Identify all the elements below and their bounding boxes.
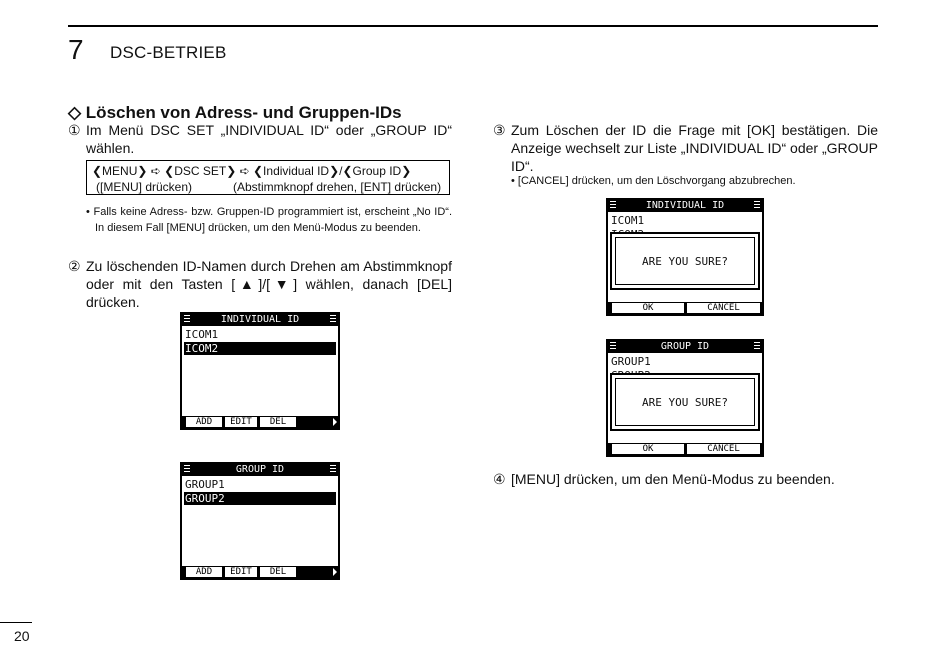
add-softkey[interactable]: ADD [186,417,222,427]
confirm-dialog [610,373,760,431]
step-text: Im Menü DSC SET „INDIVIDUAL ID“ oder „GROUP ID“ wählen. [86,122,452,156]
lcd-individual-confirm [606,198,764,316]
menu-path: ❮MENU❯ ➪ ❮DSC SET❯ ➪ ❮Individual ID❯/❮Group ID❯ [92,164,412,178]
softkey-bar [182,416,338,428]
step-4 [493,470,878,488]
chapter-number: 7 [68,34,84,65]
softkey-bar [608,443,762,455]
step-3 [493,121,878,175]
menu-bar-icon [330,315,336,324]
step-1 [68,121,452,157]
confirm-dialog [610,232,760,290]
menu-bar-icon [610,201,616,210]
step-2 [68,257,452,311]
list-item-selected[interactable]: ICOM2 [184,342,336,355]
section-heading: ◇ Löschen von Adress- und Gruppen-IDs [68,103,402,122]
lcd-title: GROUP ID [608,341,762,353]
step-1-note: • Falls keine Adress- bzw. Gruppen-ID programmiert ist, erscheint „No ID“. In diesem Fall [MENU] drücken, um den Menü-Modus zu beenden. [86,206,452,234]
edit-softkey[interactable]: EDIT [225,567,257,577]
list-item-selected[interactable]: GROUP2 [184,492,336,505]
ok-softkey[interactable]: OK [612,303,684,313]
arrow-right-icon [333,418,337,426]
del-softkey[interactable]: DEL [260,567,296,577]
menu-bar-icon [754,201,760,210]
lcd-individual-id-list [180,312,340,430]
dialog-message: ARE YOU SURE? [615,237,755,285]
step-text: Zum Löschen der ID die Frage mit [OK] bestätigen. Die Anzeige wechselt zur Liste „INDIVIDUAL ID“ oder „GROUP ID“. [511,122,878,174]
lcd-title: GROUP ID [182,464,338,476]
menu-hint-left: ([MENU] drücken) [96,180,193,194]
step-number: ① [68,122,81,138]
step-number: ③ [493,122,506,138]
arrow-right-icon [333,568,337,576]
step-number: ② [68,258,81,274]
page-number: 20 [14,628,30,644]
footer-rule [0,622,32,623]
list-item[interactable]: GROUP1 [185,478,225,491]
lcd-title: INDIVIDUAL ID [608,200,762,212]
step-3-note: • [CANCEL] drücken, um den Löschvorgang abzubrechen. [511,175,796,187]
lcd-group-id-list [180,462,340,580]
list-item[interactable]: ICOM1 [185,328,219,341]
menu-bar-icon [330,465,336,474]
cancel-softkey[interactable]: CANCEL [687,444,760,454]
add-softkey[interactable]: ADD [186,567,222,577]
softkey-bar [608,302,762,314]
dialog-message: ARE YOU SURE? [615,378,755,426]
cancel-softkey[interactable]: CANCEL [687,303,760,313]
menu-bar-icon [184,465,190,474]
menu-hint-right: (Abstimmknopf drehen, [ENT] drücken) [233,180,442,194]
list-item: GROUP1 [611,355,651,368]
lcd-title: INDIVIDUAL ID [182,314,338,326]
del-softkey[interactable]: DEL [260,417,296,427]
menu-bar-icon [610,342,616,351]
step-number: ④ [493,471,506,487]
step-text: [MENU] drücken, um den Menü-Modus zu beenden. [511,471,835,487]
lcd-group-confirm [606,339,764,457]
ok-softkey[interactable]: OK [612,444,684,454]
chapter-title: DSC-BETRIEB [110,43,227,62]
edit-softkey[interactable]: EDIT [225,417,257,427]
header-rule [68,25,878,27]
step-text: Zu löschenden ID-Namen durch Drehen am Abstimmknopf oder mit den Tasten [▲]/[▼] wählen, danach [DEL] drücken. [86,258,452,310]
menu-path-box [86,160,450,195]
menu-bar-icon [184,315,190,324]
softkey-bar [182,566,338,578]
menu-bar-icon [754,342,760,351]
list-item: ICOM1 [611,214,645,227]
